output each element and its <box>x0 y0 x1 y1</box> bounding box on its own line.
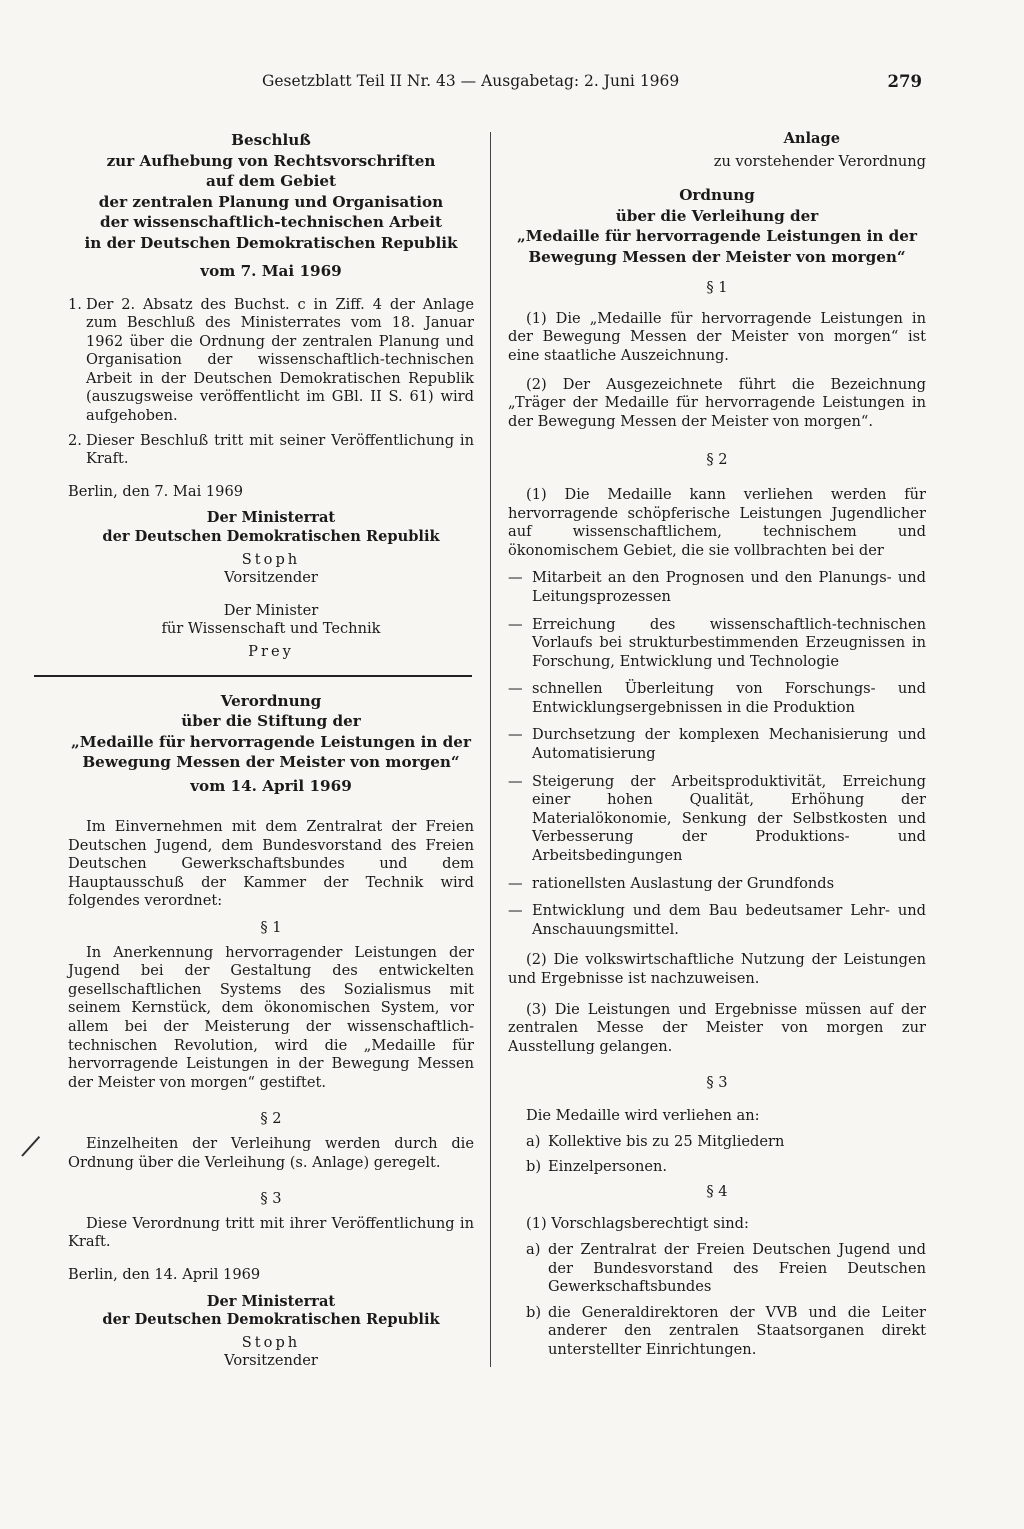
list-item: — Entwicklung und dem Bau bedeutsamer Lehr- und Anschauungsmittel. <box>508 902 926 938</box>
section-text: (1) Die „Medaille für hervorragende Leistungen in der Bewegung Messen der Meister von morgen“ ist eine staatliche Auszeichnung. <box>508 309 926 364</box>
signer-name: Stoph <box>241 1333 301 1351</box>
signer-name: Stoph <box>241 550 301 568</box>
beschluss-place-date: Berlin, den 7. Mai 1969 <box>68 482 244 500</box>
list-item: a) Kollektive bis zu 25 Mitgliedern <box>526 1132 785 1150</box>
section-heading: § 3 <box>260 1190 282 1208</box>
section-heading: § 4 <box>706 1182 728 1200</box>
signer-role: Vorsitzender <box>224 569 318 587</box>
signer-role: Vorsitzender <box>224 1352 318 1370</box>
section-heading: § 3 <box>706 1074 728 1092</box>
section-text: (2) Der Ausgezeichnete führt die Bezeichnung „Träger der Medaille für hervorragende Leistungen in der Bewegung Messen der Meister von morgen“. <box>508 375 926 430</box>
section-heading: § 1 <box>706 279 728 297</box>
section-heading: § 2 <box>706 451 728 469</box>
column-divider <box>490 132 491 1367</box>
section-heading: § 1 <box>260 919 282 937</box>
section-rule <box>34 675 472 677</box>
running-title: Gesetzblatt Teil II Nr. 43 — Ausgabetag: 2. Juni 1969 <box>262 72 680 90</box>
signature-block: Der Ministerrat der Deutschen Demokratischen Republik <box>102 509 440 546</box>
anlage-subtitle: zu vorstehender Verordnung <box>713 152 926 170</box>
section-text: Die Medaille wird verliehen an: <box>526 1106 760 1124</box>
signature-block: Der Minister für Wissenschaft und Technik <box>161 601 381 638</box>
list-item: — schnellen Überleitung von Forschungs- und Entwicklungsergebnissen in die Produktion <box>508 680 926 716</box>
list-item: a) der Zentralrat der Freien Deutschen Jugend und der Bundesvorstand des Freien Deutschen Gewerkschaftsbundes <box>526 1240 926 1296</box>
beschluss-date: vom 7. Mai 1969 <box>200 262 342 280</box>
beschluss-item: 1. Der 2. Absatz des Buchst. c in Ziff. 4 der Anlage zum Beschluß des Ministerrates vom 18. Januar 1962 über die Ordnung der zentralen Planung und Organisation der wissenschaftlich-technischen Arbeit in der Deutschen Demokratischen Republik (auszugsweise veröffentlicht im GBl. II S. 61) wird aufgehoben. <box>68 295 474 425</box>
anlage-label: Anlage <box>783 130 840 147</box>
signer-name: Prey <box>248 643 294 660</box>
list-item: — Erreichung des wissenschaftlich-technischen Vorlaufs bei strukturbestimmenden Erzeugnissen in Forschung, Entwicklung und Technologie <box>508 615 926 670</box>
margin-stroke <box>21 1136 40 1157</box>
beschluss-item: 2. Dieser Beschluß tritt mit seiner Veröffentlichung in Kraft. <box>68 431 474 468</box>
section-text: (1) Die Medaille kann verliehen werden für hervorragende schöpferische Leistungen Jugendlicher auf wissenschaftlichem, technischem und ökonomischem Gebiet, die sie vollbrachten bei der <box>508 485 926 559</box>
list-item: — Mitarbeit an den Prognosen und den Planungs- und Leitungsprozessen <box>508 569 926 605</box>
page-number: 279 <box>887 72 922 91</box>
signature-block: Der Ministerrat der Deutschen Demokratischen Republik <box>102 1292 440 1329</box>
verordnung-title: Verordnung über die Stiftung der „Medaille für hervorragende Leistungen in der Bewegung Messen der Meister von morgen“ <box>71 691 471 772</box>
section-text: Diese Verordnung tritt mit ihrer Veröffentlichung in Kraft. <box>68 1214 474 1251</box>
section-heading: § 2 <box>260 1110 282 1128</box>
verordnung-intro: Im Einvernehmen mit dem Zentralrat der Freien Deutschen Jugend, dem Bundesvorstand des Freien Deutschen Gewerkschaftsbundes und dem Hauptausschuß der Kammer der Technik wird folgendes verordnet: <box>68 818 474 910</box>
section-text: (1) Vorschlagsberechtigt sind: <box>526 1215 749 1233</box>
verordnung-date: vom 14. April 1969 <box>190 776 352 795</box>
list-item: — Durchsetzung der komplexen Mechanisierung und Automatisierung <box>508 726 926 763</box>
list-item: — rationellsten Auslastung der Grundfonds <box>508 874 835 892</box>
verordnung-place-date: Berlin, den 14. April 1969 <box>68 1265 261 1283</box>
section-text: (3) Die Leistungen und Ergebnisse müssen auf der zentralen Messe der Meister von morgen zur Ausstellung gelangen. <box>508 1000 926 1055</box>
ordnung-title: Ordnung über die Verleihung der „Medaille für hervorragende Leistungen in der Bewegung Messen der Meister von morgen“ <box>517 186 917 266</box>
beschluss-title: Beschluß zur Aufhebung von Rechtsvorschriften auf dem Gebiet der zentralen Planung und Organisation der wissenschaftlich-technischen Arbeit in der Deutschen Demokratischen Republik <box>84 131 458 252</box>
page-header <box>262 72 922 91</box>
list-item: b) die Generaldirektoren der VVB und die Leiter anderer den zentralen Staatsorganen direkt unterstellter Einrichtungen. <box>526 1303 926 1358</box>
list-item: b) Einzelpersonen. <box>526 1158 668 1176</box>
right-column <box>508 130 926 1360</box>
section-text: In Anerkennung hervorragender Leistungen der Jugend bei der Gestaltung des entwickelten gesellschaftlichen Systems des Sozialismus mit seinem Kernstück, dem ökonomischen System, vor allem bei der Meisterung der wissenschaftlich-technischen Revolution, wird die „Medaille für hervorragende Leistungen in der Bewegung Messen der Meister von morgen“ gestiftet. <box>68 943 474 1091</box>
section-text: (2) Die volkswirtschaftliche Nutzung der Leistungen und Ergebnisse ist nachzuweisen. <box>508 951 926 987</box>
left-column <box>68 130 474 1371</box>
list-item: — Steigerung der Arbeitsproduktivität, Erreichung einer hohen Qualität, Erhöhung der Materialökonomie, Senkung der Selbstkosten und Verbesserung der Produktions- und Arbeitsbedingungen <box>508 772 926 865</box>
section-text: Einzelheiten der Verleihung werden durch die Ordnung über die Verleihung (s. Anlage) geregelt. <box>68 1135 474 1171</box>
